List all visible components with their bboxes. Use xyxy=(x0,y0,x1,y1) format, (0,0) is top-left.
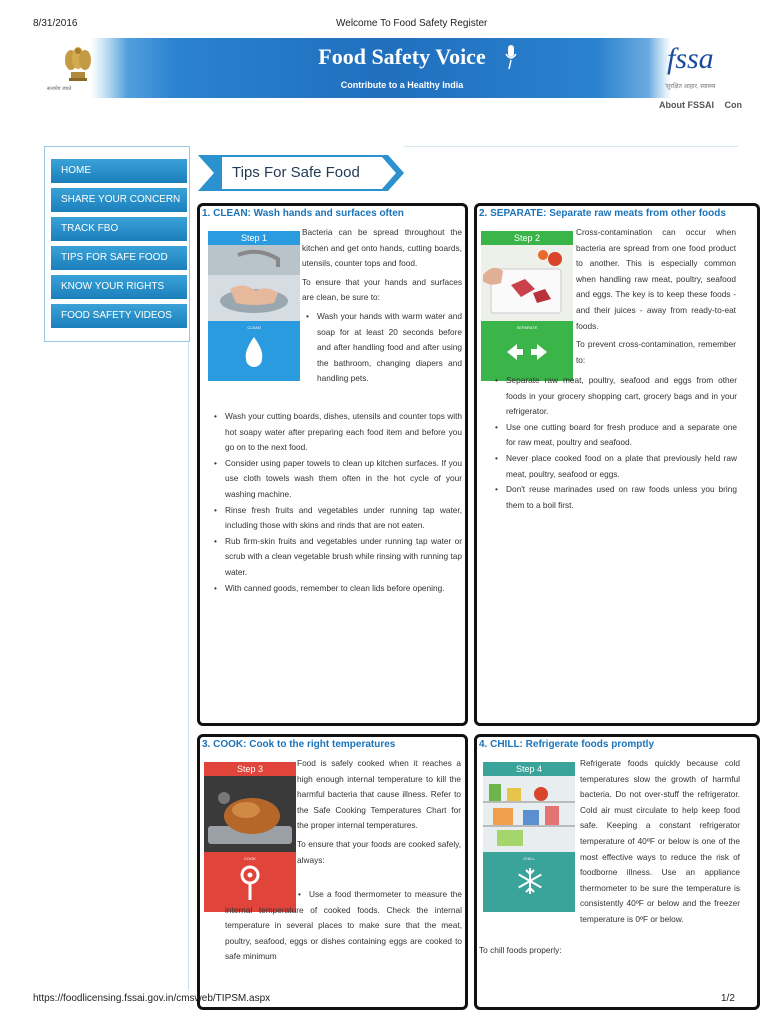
step-card-label: CLEAN xyxy=(247,325,261,330)
step-icon-area xyxy=(483,852,575,912)
tip-intro xyxy=(580,756,740,928)
sidebar-item-track-fbo[interactable]: TRACK FBO xyxy=(51,217,187,241)
sidebar-item-tips-safe-food[interactable]: TIPS FOR SAFE FOOD xyxy=(51,246,187,270)
step-label: Step 2 xyxy=(481,231,573,245)
site-banner xyxy=(37,38,737,98)
list-item: • With canned goods, remember to clean lids before opening. xyxy=(212,581,462,597)
print-page-number: 1/2 xyxy=(721,993,735,1004)
list-item: • Use one cutting board for fresh produce and a separate one for raw meat, poultry and seafood. xyxy=(493,420,737,451)
print-url: https://foodlicensing.fssai.gov.in/cmsweb/TIPSM.aspx xyxy=(33,993,271,1004)
tip-intro xyxy=(302,225,462,387)
step-card xyxy=(481,231,573,381)
print-title: Welcome To Food Safety Register xyxy=(336,18,488,29)
water-drop-icon xyxy=(242,335,266,369)
print-date: 8/31/2016 xyxy=(33,18,78,29)
header-divider xyxy=(404,146,738,147)
tip-lead-text: To ensure that your hands and surfaces are clean, be sure to: xyxy=(302,276,462,303)
tip-panel-chill xyxy=(474,734,760,1010)
section-ribbon xyxy=(198,155,404,191)
list-item: • Wash your hands with warm water and soap for at least 20 seconds before and after handling food and after using the bathroom, changing diapers and handling pets. xyxy=(304,309,462,387)
banner-title: Food Safety Voice xyxy=(318,44,486,69)
fssai-logo-text: fssa xyxy=(667,42,714,75)
tip-lead-text: To chill foods properly: xyxy=(479,945,562,955)
tip-title: 1. CLEAN: Wash hands and surfaces often xyxy=(202,208,404,219)
list-item: • Separate raw meat, poultry, seafood and eggs from other foods in your grocery shopping cart, grocery bags and in your refrigerator. xyxy=(493,373,737,420)
section-title: Tips For Safe Food xyxy=(232,164,360,181)
microphone-icon xyxy=(504,44,518,70)
fssai-logo-tagline: 'सुरक्षित आहार, स्वास्थ्य xyxy=(665,84,716,90)
sidebar-nav xyxy=(44,146,190,342)
tip-intro-text: Refrigerate foods quickly because cold temperatures slow the growth of harmful bacteria. Do not over-stuff the refrigerator. Cold air must circulate to help keep food safe. Keeping a constant refrigerator temperature of 40ºF or below is one of the most effective ways to reduce the risk of foodborne illness. Use an appliance thermometer to be sure the temperature is consistently 40ºF or below and the freezer temperature is 0ºF or below. xyxy=(580,758,740,924)
national-emblem xyxy=(37,38,127,98)
step-label: Step 4 xyxy=(483,762,575,776)
list-item: • Consider using paper towels to clean up kitchen surfaces. If you use cloth towels wash them often in the hot cycle of your washing machine. xyxy=(212,456,462,503)
tip-intro-text: Cross-contamination can occur when bacteria are spread from one food product to another. This is especially common when handling raw meat, poultry, seafood and eggs. The key is to keep these foods - and their juices - away from ready-to-eat foods. xyxy=(576,227,736,331)
tip-lead-text: To ensure that your foods are cooked safely, always: xyxy=(297,838,461,865)
top-nav xyxy=(659,100,742,110)
sidebar-item-home[interactable]: HOME xyxy=(51,159,187,183)
cutting-board-photo xyxy=(481,245,573,321)
sidebar-item-share-concern[interactable]: SHARE YOUR CONCERN xyxy=(51,188,187,212)
list-item: • Don't reuse marinades used on raw foods unless you bring them to a boil first. xyxy=(493,482,737,513)
banner-subtitle: Contribute to a Healthy India xyxy=(340,80,464,90)
list-item: • Rinse fresh fruits and vegetables under running tap water, including those with skins and rinds that are not eaten. xyxy=(212,503,462,534)
tip-panel-cook xyxy=(197,734,468,1010)
refrigerator-photo xyxy=(483,776,575,852)
emblem-caption: सत्यमेव जयते xyxy=(47,86,72,92)
hand-washing-photo xyxy=(208,245,300,321)
sidebar-item-videos[interactable]: FOOD SAFETY VIDEOS xyxy=(51,304,187,328)
step-card xyxy=(483,762,575,912)
roast-turkey-photo xyxy=(204,776,296,852)
step-label: Step 3 xyxy=(204,762,296,776)
step-icon-area xyxy=(208,321,300,381)
top-nav-about[interactable]: About FSSAI xyxy=(659,100,714,110)
list-item: • Use a food thermometer to measure the internal temperature of cooked foods. Check the internal temperature in several places to make sure that the meat, poultry, seafood, eggs or dishes containing eggs are cooked to safe minimum xyxy=(212,887,462,965)
tip-title: 3. COOK: Cook to the right temperatures xyxy=(202,739,396,750)
tip-lead-text: To prevent cross-contamination, remember to: xyxy=(576,339,736,365)
emblem-icon xyxy=(57,42,97,86)
step-icon-area xyxy=(481,321,573,381)
top-nav-contact[interactable]: Con xyxy=(724,100,743,110)
tip-intro xyxy=(297,756,461,868)
tip-lead xyxy=(479,943,739,959)
tip-bullets xyxy=(212,887,462,965)
step-card-label: COOK xyxy=(244,856,256,861)
tip-panel-clean xyxy=(197,203,468,726)
tip-panel-separate xyxy=(474,203,760,726)
list-item: • Never place cooked food on a plate that previously held raw meat, poultry, seafood or eggs. xyxy=(493,451,737,482)
tip-intro-text: Bacteria can be spread throughout the kitchen and get onto hands, cutting boards, utensils, counter tops and food. xyxy=(302,227,462,269)
list-item: • Rub firm-skin fruits and vegetables under running tap water or scrub with a clean vegetable brush while rinsing with running tap water. xyxy=(212,534,462,581)
list-item: • Wash your cutting boards, dishes, utensils and counter tops with hot soapy water after preparing each food item and before you go on to the next food. xyxy=(212,409,462,456)
fssai-logo[interactable] xyxy=(649,38,737,98)
step-card-label: CHILL xyxy=(523,856,535,861)
step-card-label: SEPARATE xyxy=(516,325,538,330)
tip-title: 2. SEPARATE: Separate raw meats from other foods xyxy=(479,208,726,219)
tip-bullets xyxy=(212,409,462,596)
step-label: Step 1 xyxy=(208,231,300,245)
sidebar-item-know-rights[interactable]: KNOW YOUR RIGHTS xyxy=(51,275,187,299)
arrows-apart-icon xyxy=(505,343,549,361)
tip-intro xyxy=(576,225,736,368)
tip-title: 4. CHILL: Refrigerate foods promptly xyxy=(479,739,655,750)
step-card xyxy=(208,231,300,381)
tip-bullets xyxy=(493,373,737,513)
snowflake-icon xyxy=(515,866,545,896)
tip-intro-text: Food is safely cooked when it reaches a high enough internal temperature to kill the harmful bacteria that cause illness. Refer to the Safe Cooking Temperatures Chart for the proper internal temperatures. xyxy=(297,758,461,831)
sidebar-divider xyxy=(188,340,189,990)
